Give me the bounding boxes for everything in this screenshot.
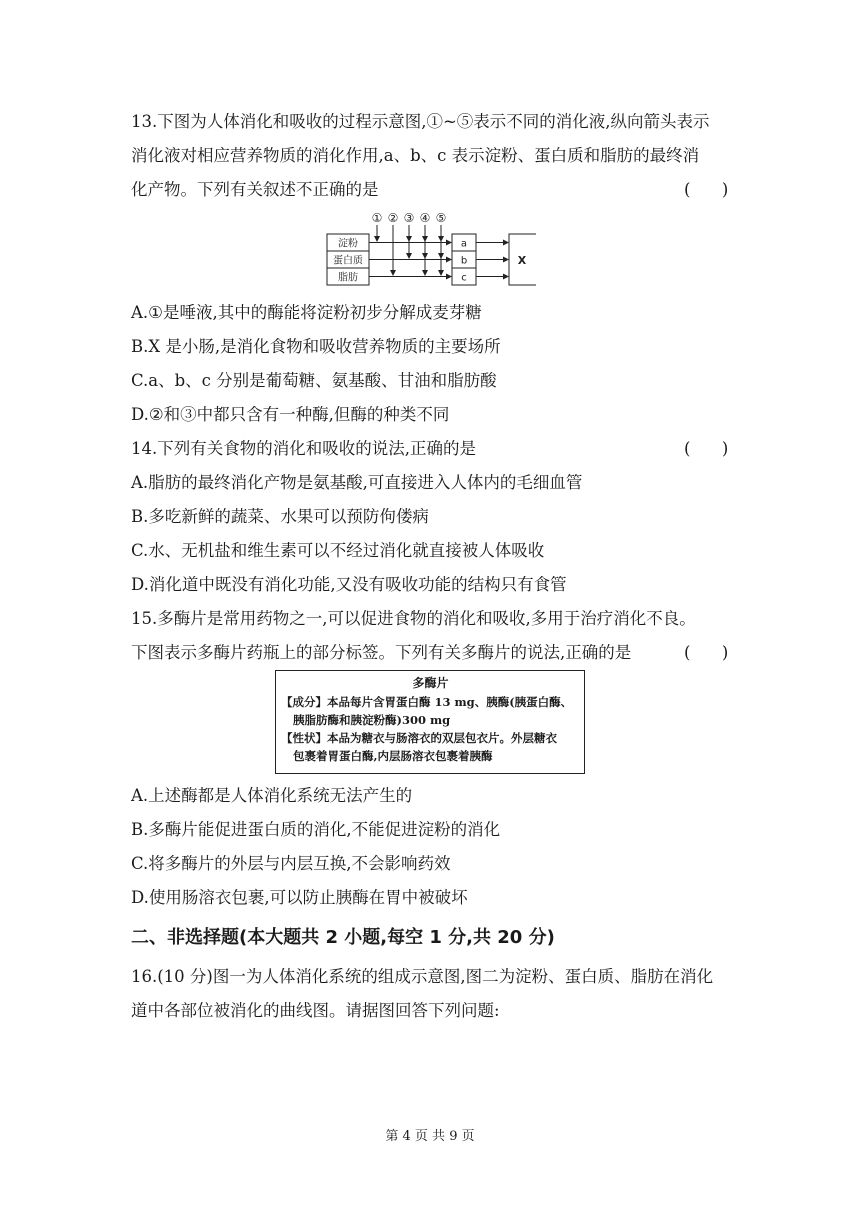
section-title: 二、非选择题(本大题共 2 小题,每空 1 分,共 20 分) (131, 927, 555, 948)
medicine-label-line-4: 包裹着胃蛋白酶,内层肠溶衣包裹着胰酶 (293, 749, 493, 763)
q13-option-a: A.①是唾液,其中的酶能将淀粉初步分解成麦芽糖 (131, 303, 482, 322)
q13-option-b: B.X 是小肠,是消化食物和吸收营养物质的主要场所 (131, 337, 501, 356)
q15-option-a: A.上述酶都是人体消化系统无法产生的 (131, 786, 413, 805)
q13-stem-line-1: 13.下图为人体消化和吸收的过程示意图,①~⑤表示不同的消化液,纵向箭头表示 (131, 112, 710, 131)
medicine-label-title: 多酶片 (412, 676, 449, 690)
q15-option-b: B.多酶片能促进蛋白质的消化,不能促进淀粉的消化 (131, 820, 501, 839)
fluid-label-1: ① (371, 211, 383, 225)
medicine-label (275, 670, 585, 774)
q16-stem-line-1: 16.(10 分)图一为人体消化系统的组成示意图,图二为淀粉、蛋白质、脂肪在消化 (131, 967, 714, 986)
product-label-c: c (461, 272, 467, 284)
q15-stem-line-1: 15.多酶片是常用药物之一,可以促进食物的消化和吸收,多用于治疗消化不良。 (131, 609, 696, 628)
product-label-a: a (460, 238, 468, 250)
nutrient-label-fat: 脂肪 (338, 272, 358, 284)
q15-option-c: C.将多酶片的外层与内层互换,不会影响药效 (131, 854, 451, 873)
q14-stem: 14.下列有关食物的消化和吸收的说法,正确的是 (131, 439, 476, 458)
fluid-label-4: ④ (419, 211, 431, 225)
fluid-label-5: ⑤ (435, 211, 447, 225)
product-label-b: b (460, 255, 468, 267)
nutrient-label-protein: 蛋白质 (333, 255, 363, 267)
q15-stem-line-2: 下图表示多酶片药瓶上的部分标签。下列有关多酶片的说法,正确的是 (131, 643, 632, 662)
q14-answer-paren: ( ) (684, 439, 729, 458)
q13-stem-line-2: 消化液对相应营养物质的消化作用,a、b、c 表示淀粉、蛋白质和脂肪的最终消 (131, 146, 700, 165)
medicine-label-line-3: 【性状】本品为糖衣与肠溶衣的双层包衣片。外层糖衣 (281, 731, 557, 745)
fluid-label-2: ② (387, 211, 399, 225)
medicine-label-line-1: 【成分】本品每片含胃蛋白酶 13 mg、胰酶(胰蛋白酶、 (281, 695, 573, 709)
q16-stem-line-2: 道中各部位被消化的曲线图。请据图回答下列问题: (131, 1001, 500, 1020)
medicine-label-line-2: 胰脂肪酶和胰淀粉酶)300 mg (293, 713, 451, 727)
digestion-diagram (326, 209, 536, 289)
q15-option-d: D.使用肠溶衣包裹,可以防止胰酶在胃中被破坏 (131, 888, 468, 907)
q15-answer-paren: ( ) (684, 643, 729, 662)
page-number: 第 4 页 共 9 页 (385, 1129, 475, 1144)
q14-option-a: A.脂肪的最终消化产物是氨基酸,可直接进入人体内的毛细血管 (131, 473, 583, 492)
q14-option-d: D.消化道中既没有消化功能,又没有吸收功能的结构只有食管 (131, 575, 567, 594)
q13-stem-line-3: 化产物。下列有关叙述不正确的是 (131, 180, 379, 199)
fluid-label-3: ③ (403, 211, 415, 225)
q13-option-c: C.a、b、c 分别是葡萄糖、氨基酸、甘油和脂肪酸 (131, 371, 497, 390)
q14-option-b: B.多吃新鲜的蔬菜、水果可以预防佝偻病 (131, 507, 429, 526)
q13-option-d: D.②和③中都只含有一种酶,但酶的种类不同 (131, 405, 450, 424)
q13-answer-paren: ( ) (684, 180, 729, 199)
nutrient-label-starch: 淀粉 (338, 238, 358, 250)
organ-label-x: X (517, 254, 527, 267)
q14-option-c: C.水、无机盐和维生素可以不经过消化就直接被人体吸收 (131, 541, 545, 560)
